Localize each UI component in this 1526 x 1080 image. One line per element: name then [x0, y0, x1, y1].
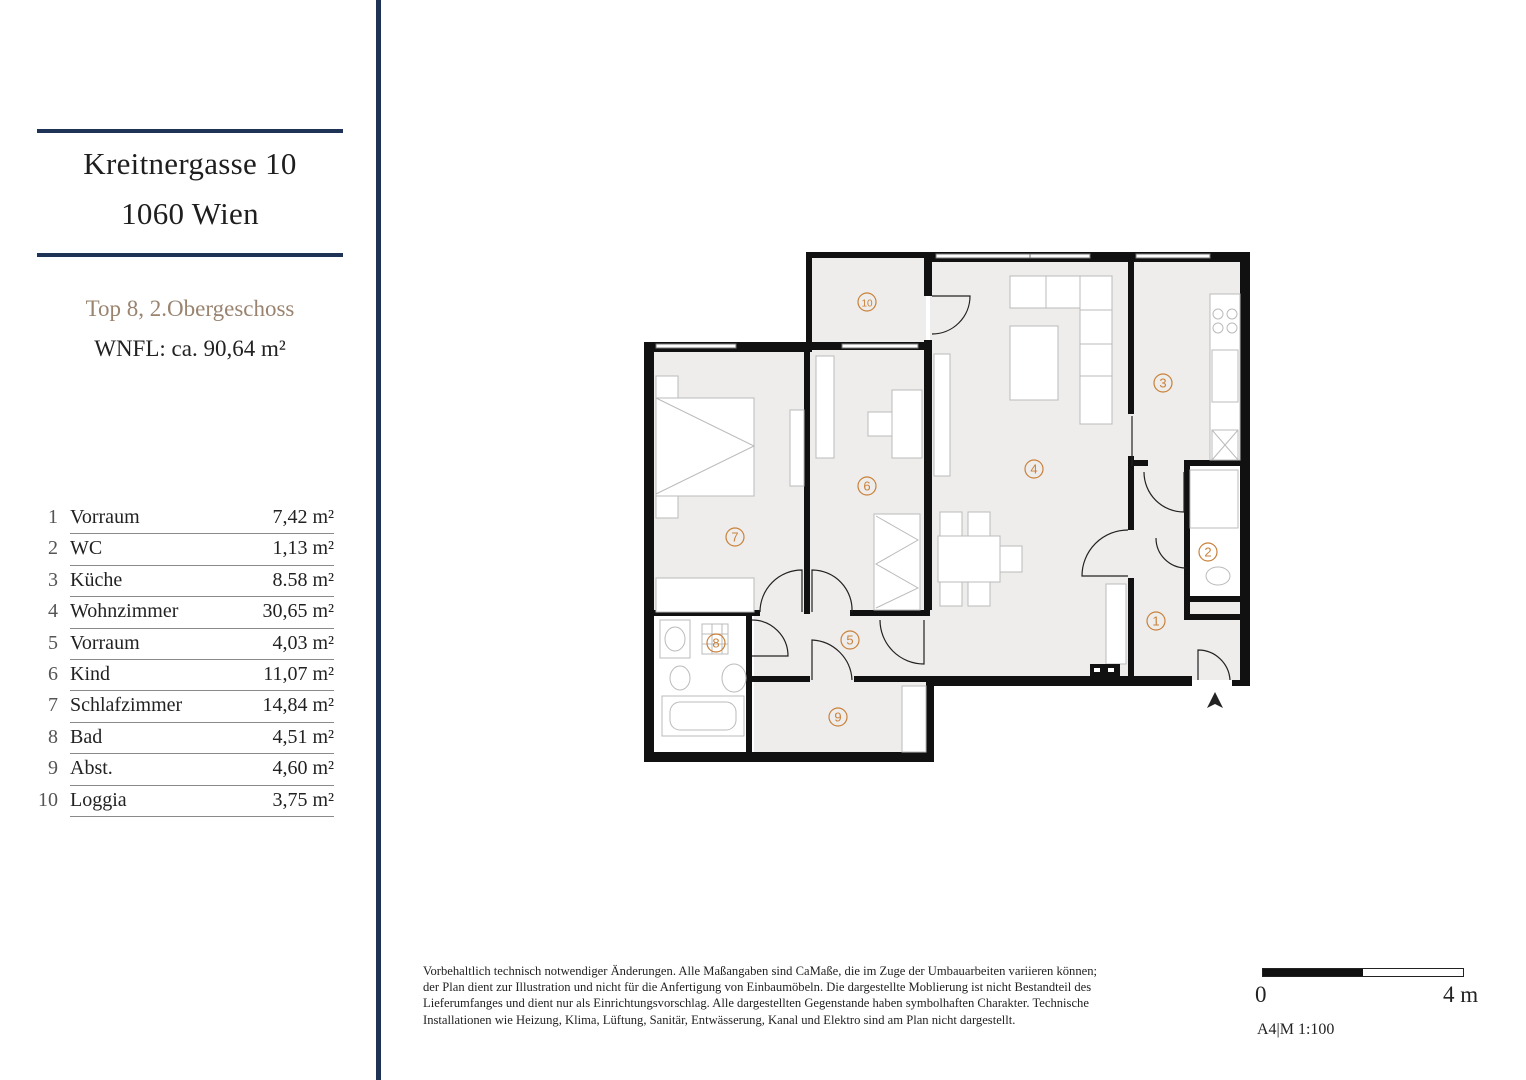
room-name: Wohnzimmer	[70, 600, 179, 623]
room-name: Schlafzimmer	[70, 694, 183, 717]
disclaimer-line: Lieferumfanges und dient nur als Einrichtungsvorschlag. Alle dargestellten Gegenstande haben symbolhaften Charakter. Technische	[423, 996, 1089, 1011]
area-label: WNFL: ca. 90,64 m²	[94, 336, 286, 361]
room-number: 9	[48, 757, 58, 780]
room-name: Vorraum	[70, 506, 140, 528]
unit-label: Top 8, 2.Obergeschoss	[85, 296, 295, 321]
address-line-2: 1060 Wien	[121, 196, 259, 231]
room-marker-label: 6	[863, 478, 871, 494]
scale-max-label: 4 m	[1443, 982, 1479, 1007]
room-marker-label: 9	[834, 709, 842, 725]
disclaimer-line: Installationen wie Heizung, Klima, Lüftung, Sanitär, Entwässerung, Kanal und Elektro sind am Plan nicht dargestellt.	[423, 1012, 1016, 1027]
room-area: 11,07 m²	[263, 662, 334, 685]
room-name: Kind	[70, 662, 110, 685]
room-number: 4	[48, 600, 58, 623]
room-area: 3,75 m²	[272, 788, 334, 811]
entrance-arrow-icon	[1207, 692, 1223, 708]
scale-bar-filled	[1263, 969, 1363, 976]
room-name: Bad	[70, 725, 103, 748]
room-number: 2	[48, 537, 58, 560]
room-marker-label: 5	[846, 632, 854, 648]
room-name: WC	[70, 537, 103, 560]
room-number: 1	[48, 506, 58, 528]
scale-bar	[1262, 968, 1464, 977]
disclaimer	[423, 963, 1253, 1028]
room-area: 30,65 m²	[262, 600, 334, 623]
address-line-1: Kreitnergasse 10	[83, 146, 297, 181]
room-marker-label: 3	[1159, 375, 1167, 391]
room-marker-label: 8	[712, 635, 720, 651]
room-number: 3	[48, 568, 58, 591]
disclaimer-line: Vorbehaltlich technisch notwendiger Änderungen. Alle Maßangaben sind CaMaße, die im Zuge der Umbauarbeiten variieren können;	[423, 964, 1098, 978]
room-number: 10	[38, 788, 58, 811]
room-name: Küche	[70, 568, 123, 591]
room-area: 7,42 m²	[272, 506, 334, 528]
room-name: Loggia	[70, 788, 127, 811]
room-marker-label: 2	[1204, 544, 1212, 560]
room-area: 4,03 m²	[272, 631, 334, 654]
room-number: 6	[48, 662, 58, 685]
room-area: 14,84 m²	[262, 694, 334, 717]
room-number: 8	[48, 725, 58, 748]
room-marker-label: 4	[1030, 461, 1038, 477]
disclaimer-line: der Plan dient zur Illustration und nicht für die Anfertigung von Einbaumöbeln. Die dargestellte Moblierung ist nicht Bestandteil des	[423, 980, 1092, 995]
scale-note: A4|M 1:100	[1257, 1021, 1335, 1038]
room-name: Vorraum	[70, 631, 140, 654]
room-name: Abst.	[70, 757, 113, 780]
room-area: 4,60 m²	[272, 757, 334, 780]
room-number: 7	[48, 694, 58, 717]
room-number: 5	[48, 631, 58, 654]
room-marker-label: 7	[731, 529, 739, 545]
room-area: 4,51 m²	[272, 725, 334, 748]
room-area: 8.58 m²	[272, 568, 334, 591]
scale-zero-label: 0	[1255, 982, 1267, 1007]
room-area: 1,13 m²	[272, 537, 334, 560]
room-marker-label: 1	[1152, 613, 1160, 629]
room-marker-label: 10	[861, 298, 873, 310]
